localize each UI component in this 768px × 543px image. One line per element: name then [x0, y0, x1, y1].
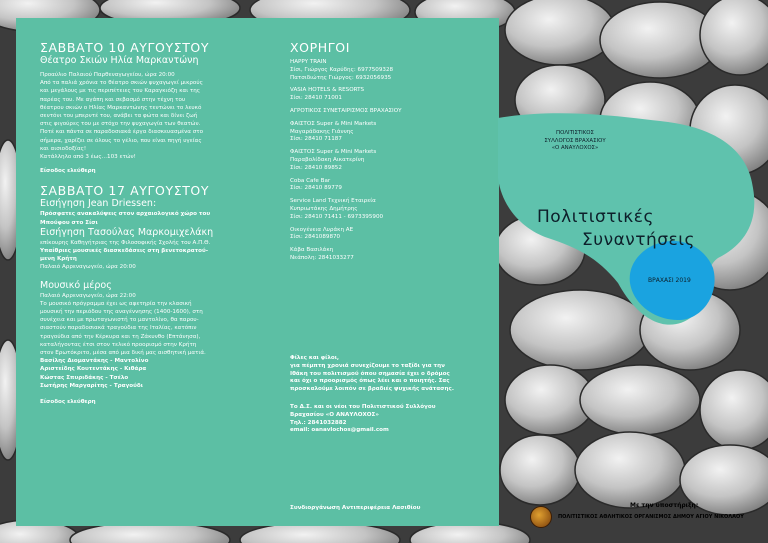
cover-org-line: ΠΟΛΙΤΙΣΤΙΚΟΣ	[556, 130, 594, 136]
sponsor-detail: Σίσι: 28410 89779	[290, 185, 342, 192]
sponsors-column	[290, 40, 490, 268]
sponsor-detail: Σίσι: 28410 71411 - 6973395900	[290, 213, 384, 220]
cover-place-year: ΒΡΑΧΑΣΙ 2019	[648, 277, 691, 284]
program-column	[40, 40, 272, 406]
event-2-place: Παλαιό Αρρεναγωγείο, ώρα 20:00	[40, 264, 136, 271]
support-org: ΠΟΛΙΤΙΣΤΙΚΟΣ ΑΘΛΗΤΙΚΟΣ ΟΡΓΑΝΙΣΜΟΣ ΔΗΜΟΥ ΑΓΙΟΥ ΝΙΚΟΛΑΟΥ	[558, 514, 744, 520]
support-label: Με την υποστήριξη:	[630, 502, 699, 509]
talk-2-desc: μενη Κρήτη	[40, 256, 77, 263]
event-1-place: Προαύλιο Παλαιού Παρθεναγωγείου, ώρα 20:00	[40, 72, 175, 78]
music-line: καταλήγοντας έτσι στον τελικό προορισμό στην Κρήτη	[40, 341, 197, 348]
cover-org-line: «Ο ΑΝΑΥΛΟΧΟΣ»	[551, 145, 599, 151]
talk-1-desc: Μπούφου στο Σίσι	[40, 219, 98, 226]
co-organizer: Συνδιοργάνωση Αντιπεριφέρεια Λασιθίου	[290, 505, 421, 511]
event-1-line: και αισιοδοξίας!	[40, 145, 87, 152]
sponsor-entry	[290, 178, 490, 194]
sponsor-name: ΑΓΡΟΤΙΚΟΣ ΣΥΝΕΤΑΙΡΙΣΜΟΣ ΒΡΑΧΑΣΙΟΥ	[290, 107, 402, 114]
sponsor-entry	[290, 149, 490, 172]
sponsor-list	[290, 59, 490, 263]
music-line: σιαστούν παραδοσιακά τραγούδια της Ιταλίας, κατόπιν	[40, 325, 197, 332]
event-1-line: Κατάλληλο από 3 έως...103 ετών!	[40, 154, 136, 161]
sponsor-name: Οικογένεια Λυράκη ΑΕ	[290, 226, 354, 233]
sponsor-detail: Παραβολίδακη Αικατερίνη	[290, 156, 365, 163]
sponsor-entry	[290, 108, 490, 116]
sponsor-name: Coba Cafe Bar	[290, 177, 331, 184]
talk-2-title: Εισήγηση Τασούλας Μαρκομιχελάκη	[40, 226, 214, 238]
cover-org	[510, 130, 640, 153]
sponsor-detail: Σίσι: 2841089870	[290, 234, 341, 241]
sponsor-entry	[290, 87, 490, 103]
musician: Αριστείδης Κουτεντάκης - Κιθάρα	[40, 366, 147, 373]
sponsor-entry	[290, 59, 490, 82]
talk-2-role: επίκουρης Καθηγήτριας της Φιλοσοφικής Σχολής του Α.Π.Θ.	[40, 239, 211, 246]
sponsor-detail: Νεάπολη: 2841033277	[290, 254, 354, 261]
message-line: για πέμπτη χρονιά συνεχίζουμε το ταξίδι για την	[290, 362, 445, 369]
music-line: Το μουσικό πρόγραμμα έχει ως αφετηρία την κλασική	[40, 300, 192, 307]
talk-1-desc: Πρόσφατες ανακαλύψεις στον αρχαιολογικό χώρο του	[40, 211, 211, 218]
event-1-subtitle: Θέατρο Σκιών Ηλία Μαρκαντώνη	[40, 55, 199, 66]
event-1-line: σήμερα, χαρίζει σε όλους το γέλιο, που είναι πηγή υγείας	[40, 137, 202, 144]
event-2-title: ΣΑΒΒΑΤΟ 17 ΑΥΓΟΥΣΤΟΥ	[40, 183, 210, 199]
music-line: μουσική την περιόδου της αναγέννησης (1400-1600), στη	[40, 309, 203, 316]
cover-title-1: Πολιτιστικές	[537, 207, 654, 227]
sponsor-entry	[290, 121, 490, 144]
event-1-line: και μεγάλους με τις περιπέτειες του Καραγκιόζη και της	[40, 88, 201, 95]
music-title: Μουσικό μέρος	[40, 279, 112, 291]
sponsor-detail: Σίσι: 28410 71001	[290, 95, 342, 102]
sponsor-name: Κάβα Βασιλάκη	[290, 247, 334, 254]
music-entry: Είσοδος ελεύθερη	[40, 399, 96, 406]
sponsor-entry	[290, 247, 490, 263]
music-line: στον Ερωτόκριτο, μέσα από μια δική μας αισθητική ματιά.	[40, 350, 206, 357]
sponsor-detail: Πατσιδιώτης Γιώργος: 6932056935	[290, 74, 392, 81]
music-line: τραγούδια από την Κέρκυρα και τη Ζάκυνθο (Επτάνησα),	[40, 333, 201, 340]
cover-title-2: Συναντήσεις	[582, 230, 695, 250]
musician: Κώστας Σπυριδάκης - Τσέλο	[40, 374, 129, 381]
message-line: και όχι ο προορισμός όπως λέει και ο ποιητής. Σας	[290, 378, 450, 385]
sponsor-detail: Μαγαράδακης Γιάννης	[290, 128, 354, 135]
event-1-line: σεντόνι του μπερντέ του, ανάβει τα φώτα και δίνει ζωή	[40, 113, 198, 120]
sign-line: Το Δ.Σ. και οι νέοι του Πολιτιστικού Συλλόγου	[290, 403, 436, 410]
sponsor-entry	[290, 198, 490, 221]
sponsor-name: ΦΑΙΣΤΟΣ Super & Mini Markets	[290, 120, 377, 127]
musician: Βασίλης Διομαντάκης - Μαντολίνο	[40, 358, 149, 365]
talk-1-title: Εισήγηση Jean Driessen:	[40, 198, 157, 210]
sign-phone: Τηλ.: 2841032882	[290, 419, 347, 426]
sponsor-detail: Σίσι: 28410 71187	[290, 136, 342, 143]
event-1-title: ΣΑΒΒΑΤΟ 10 ΑΥΓΟΥΣΤΟΥ	[40, 40, 210, 55]
sponsors-title: ΧΟΡΗΓΟΙ	[290, 40, 351, 55]
sponsor-name: ΦΑΙΣΤΟΣ Super & Mini Markets	[290, 149, 377, 156]
talk-2-desc: Υπαίθριες μουσικές διασκεδάσεις στη βενετοκρατού-	[40, 248, 209, 255]
message-line: Φίλες και φίλοι,	[290, 355, 340, 361]
event-1-line: θέατρου σκιών ο Ηλίας Μαρκαντώνης τεντώνει το λευκό	[40, 104, 202, 111]
sign-line: Βραχασίου «Ο ΑΝΑΥΛΟΧΟΣ»	[290, 411, 379, 418]
cover-org-line: ΣΥΛΛΟΓΟΣ ΒΡΑΧΑΣΙΟΥ	[544, 137, 606, 144]
message-block	[290, 355, 490, 435]
sponsor-detail: Σίσι: 28410 89852	[290, 164, 342, 171]
event-1-line: στις φιγούρες του με στόχο την ψυχαγωγία των θεατών.	[40, 121, 201, 128]
music-place: Παλαιό Αρρεναγωγείο, ώρα 22:00	[40, 292, 136, 299]
sponsor-name: Service Land Τεχνική Εταιρεία	[290, 198, 376, 205]
sponsor-name: VASIA HOTELS & RESORTS	[290, 87, 365, 94]
sponsor-entry	[290, 227, 490, 243]
message-line: προσκαλούμε λοιπόν σε βραδιές ψυχικής ανάτασης.	[290, 386, 454, 393]
event-1-line: Από τα παλιά χρόνια το θέατρο σκιών ψυχαγωγεί μικρούς	[40, 80, 203, 87]
sponsor-detail: Σίσι, Γιώργος Καρύδης: 6977509328	[290, 66, 394, 73]
event-1-line: παρέας του. Με αγάπη και σεβασμό στην τέχνη του	[40, 96, 186, 103]
sponsor-name: HAPPY TRAIN	[290, 59, 327, 65]
musician: Σωτήρης Μαργαρίτης - Τραγούδι	[40, 382, 143, 389]
support-seal-icon	[530, 506, 552, 528]
event-1-entry: Είσοδος ελεύθερη	[40, 168, 96, 175]
sponsor-detail: Κυπριωτάκης Δημήτρης	[290, 205, 358, 212]
music-line: συνέχεια και με πρωταγωνιστή το μαντολίνο, θα παρου-	[40, 317, 199, 324]
message-line: Ιθάκη του πολιτισμού όπου σημασία έχει ο δρόμος	[290, 370, 450, 377]
sign-email: email: oanavlochos@gmail.com	[290, 427, 389, 434]
event-1-line: Ποτέ και πάντα σε παραδοσιακά έργα διασκευασμένα στο	[40, 129, 204, 136]
